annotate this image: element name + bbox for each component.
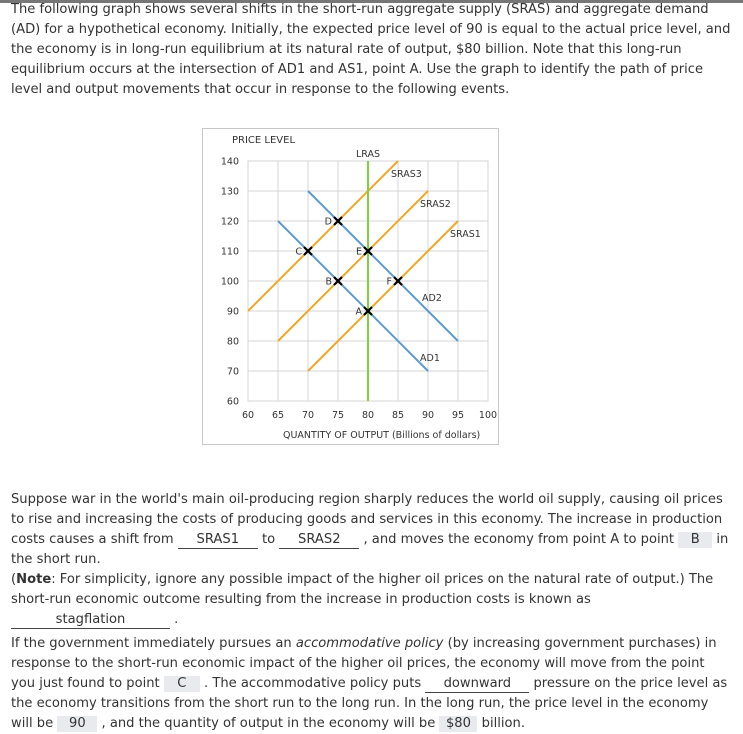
point-b-answer[interactable]: B xyxy=(678,532,712,548)
y-axis-label: PRICE LEVEL xyxy=(232,135,296,146)
curve-label-lras: LRAS xyxy=(355,149,381,160)
point-label: E xyxy=(355,246,362,258)
point-c-answer[interactable]: C xyxy=(164,676,200,692)
note-text: : For simplicity, ignore any possible impact of the higher oil prices on the natural rate of output.) The short-run economic outcome resulting from the increase in production costs is known as xyxy=(11,572,714,607)
price-level-answer[interactable]: 90 xyxy=(57,716,97,732)
y-tick-label: 130 xyxy=(220,186,239,198)
curve-ad2 xyxy=(308,191,458,341)
x-tick-label: 90 xyxy=(421,410,435,421)
sras-to-dropdown[interactable]: SRAS2 xyxy=(279,532,359,549)
curve-ad1 xyxy=(278,221,428,371)
point-label: B xyxy=(325,276,332,288)
q1-text-1: Suppose war in the world's main oil-producing region sharply reduces the world oil supply, causing oil prices to rise and increasing the costs of producing goods and services in this economy. The increase in production costs causes a shift from xyxy=(11,492,723,547)
y-tick-label: 70 xyxy=(226,366,239,378)
point-label: C xyxy=(295,246,302,258)
x-tick-label: 65 xyxy=(271,410,285,421)
q1-text-4: in the short run. xyxy=(11,532,729,567)
point-label: D xyxy=(324,216,332,228)
curve-sras2 xyxy=(278,191,428,341)
curves xyxy=(248,149,481,401)
curve-label-sras3: SRAS3 xyxy=(391,169,422,180)
y-tick-label: 100 xyxy=(220,276,239,288)
x-tick-label: 70 xyxy=(301,410,315,421)
output-answer[interactable]: $80 xyxy=(439,716,477,732)
outcome-dropdown[interactable]: stagflation xyxy=(11,612,170,629)
q2-text-1: If the government immediately pursues an xyxy=(11,636,292,651)
question-2-paragraph xyxy=(11,634,731,734)
ad-as-chart xyxy=(202,128,499,445)
curve-label-ad1: AD1 xyxy=(420,353,440,364)
sras-from-dropdown[interactable]: SRAS1 xyxy=(178,532,258,549)
x-tick-label: 60 xyxy=(241,410,255,421)
point-label: A xyxy=(355,306,362,318)
x-tick-label: 80 xyxy=(361,410,375,421)
q2-emphasis: accommodative policy xyxy=(295,636,444,651)
q2-text-6: billion. xyxy=(481,716,525,731)
q2-text-3: . The accommodative policy puts xyxy=(204,676,422,691)
question-1-paragraph: Suppose war in the world's main oil-producing region sharply reduces the world oil supply, causing oil prices to rise and increasing the costs of producing goods and services in this economy. The increase in production costs causes a shift from SRAS1 to SRAS2 , and moves the economy from point A to point B in the short run. (Note: For simplicity, ignore any possible impact of the higher oil prices on the natural rate of output.) The short-run economic outcome resulting from the increase in production costs is known as stagflation . xyxy=(11,492,729,627)
y-tick-label: 60 xyxy=(226,396,239,408)
x-axis-label: QUANTITY OF OUTPUT (Billions of dollars) xyxy=(283,430,481,441)
pressure-dropdown[interactable]: downward xyxy=(425,676,529,693)
q1-text-2: to xyxy=(261,532,276,547)
x-tick-label: 100 xyxy=(478,410,498,421)
q2-text-5: , and the quantity of output in the economy will be xyxy=(101,716,436,731)
intro-text: The following graph shows several shifts in the short-run aggregate supply (SRAS) and aggregate demand (AD) for a hypothetical economy. Initially, the expected price level of 90 is equal to the actual price level, and the economy is in long-run equilibrium at its natural rate of output, $80 billion. Note that this long-run equilibrium occurs at the intersection of AD1 and AS1, point A. Use the graph to identify the path of price level and output movements that occur in response to the following events. xyxy=(11,2,731,97)
q1-end: . xyxy=(174,612,179,627)
note-label: Note xyxy=(16,572,52,587)
x-tick-label: 95 xyxy=(451,410,465,421)
curve-label-sras2: SRAS2 xyxy=(420,199,451,210)
q2-text-4: pressure on the price level as the economy transitions from the short run to the long run. In the long run, the price level in the economy will be xyxy=(11,676,728,731)
point-label: F xyxy=(386,276,392,288)
intro-paragraph xyxy=(11,0,731,100)
y-tick-label: 120 xyxy=(220,216,239,228)
q2-text-2: (by increasing government purchases) in response to the short-run economic impact of the higher oil prices, the economy will move from the point you just found to point xyxy=(11,636,717,691)
y-tick-label: 140 xyxy=(220,156,239,168)
y-tick-label: 80 xyxy=(226,336,239,348)
q1-text-3: , and moves the economy from point A to point xyxy=(363,532,675,547)
curve-label-sras1: SRAS1 xyxy=(450,229,481,240)
ticks xyxy=(221,157,497,422)
y-tick-label: 110 xyxy=(220,246,239,258)
x-tick-label: 85 xyxy=(391,410,405,421)
curve-sras3 xyxy=(248,161,398,311)
x-tick-label: 75 xyxy=(331,410,345,421)
y-tick-label: 90 xyxy=(226,306,239,318)
curve-label-ad2: AD2 xyxy=(422,293,442,304)
